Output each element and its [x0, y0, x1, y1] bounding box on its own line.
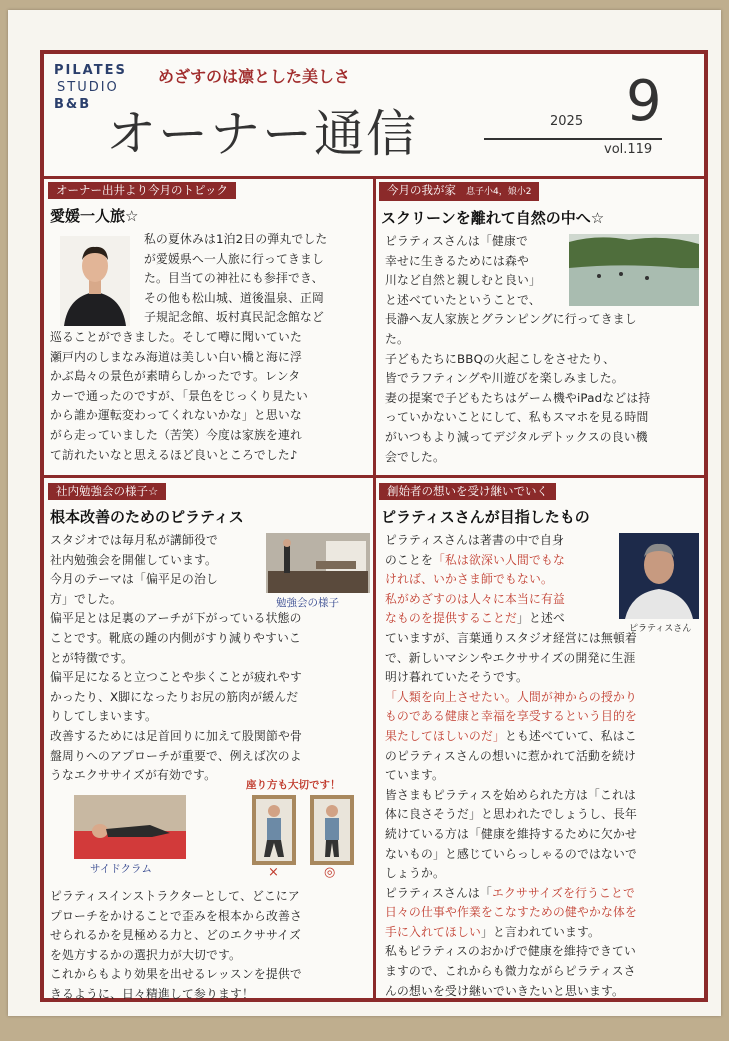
text-line	[385, 551, 701, 571]
section-heading: 根本改善のためのピラティス	[50, 508, 244, 526]
page-title: オーナー通信	[106, 105, 418, 163]
issue-year: 2025	[550, 114, 584, 129]
section-label: オーナー出井より今月のトピック	[48, 182, 236, 199]
text-line: 明け暮れていたそうです。	[385, 670, 529, 685]
text-line: これからもより効果を出せるレッスンを提供で	[50, 967, 302, 982]
issue-month: 9	[626, 69, 662, 134]
text-line: きるように、日々精進して参ります！	[50, 986, 254, 1001]
quote-line: ものである健康と幸福を享受するという目的を	[385, 709, 637, 724]
section-label: 社内勉強会の様子☆	[48, 483, 166, 500]
quote-line: ければ、いかさま師でもない。	[385, 572, 553, 587]
text-span: ピラティスさんは「	[385, 885, 493, 900]
section-label	[379, 182, 539, 201]
text-line: 皆でラフティングや川遊びを楽しみました。	[385, 371, 624, 386]
text-line: がいつもより減ってデジタルデトックスの良い機	[385, 429, 648, 444]
text-line: 私の夏休みは1泊2日の弾丸でした	[144, 232, 328, 246]
quote-span: 果たしてほしいのだ」	[385, 728, 505, 743]
brand-line1: PILATES	[54, 63, 127, 78]
text-line: 偏平足とは足裏のアーチが下がっている状態の	[50, 611, 302, 626]
text-line: ていますが、言葉通りスタジオ経営には無頓着	[385, 630, 637, 645]
text-line: た。	[385, 331, 409, 346]
text-line: せられるかを見極める力と、どのエクササイズ	[50, 928, 301, 943]
text-line: 長瀞へ友人家族とグランピングに行ってきまし	[385, 312, 637, 327]
text-line: 会でした。	[385, 449, 445, 464]
text-line: 子どもたちにBBQの火起こしをさせたり、	[385, 351, 616, 366]
text-line: 方」でした。	[50, 591, 122, 606]
text-line: かったり、X脚になったりお尻の筋肉が緩んだ	[50, 689, 299, 704]
side-clam-photo	[74, 795, 186, 859]
good-mark: ◎	[324, 865, 336, 880]
section-heading: ピラティスさんが目指したもの	[381, 508, 590, 526]
text-line: りしてしまいます。	[50, 709, 158, 724]
text-line: がら走っていました（苦笑）今度は家族を連れ	[50, 427, 302, 442]
label-text: 今月の我が家	[387, 183, 456, 197]
text-line: 妻の提案で子どもたちはゲーム機やiPadなどは持	[385, 390, 651, 405]
text-line: 私もピラティスのおかげで健康を維持できてい	[385, 944, 636, 959]
text-line: 皆さまもピラティスを始められた方は「これは	[385, 787, 636, 802]
section-owner-topic	[48, 179, 368, 520]
text-line	[385, 884, 701, 904]
text-line: 盤周りへのアプローチが重要で、例えば次のよ	[50, 748, 302, 763]
text-span: のことを	[385, 552, 433, 567]
text-line: ますので、これからも微力ながらピラティスさ	[385, 964, 636, 979]
text-line: 瀬戸内のしまなみ海道は美しい白い橋と海に浮	[50, 349, 302, 364]
text-line: ないもの」と感じていらっしゃるのではないで	[385, 846, 637, 861]
title-rule	[484, 138, 662, 140]
text-line: カーで通ったのですが、「景色をじっくり見たい	[50, 388, 309, 403]
section-heading: 愛媛一人旅☆	[50, 207, 139, 225]
text-line: ピラティスさんは著書の中で自身	[385, 533, 565, 547]
quote-line: 「人類を向上させたい。人間が神からの授かり	[385, 689, 637, 704]
newsletter-frame	[40, 50, 708, 1002]
exercise-caption: サイドクラム	[90, 863, 152, 875]
text-line: その他も松山城、道後温泉、正岡	[144, 290, 324, 305]
text-span: 」と述べ	[516, 611, 565, 626]
text-line: とが特徴です。	[50, 650, 134, 665]
owner-portrait	[60, 236, 130, 326]
text-line: ピラティスさんは「健康で	[385, 234, 529, 248]
text-line: 偏平足になると立つことや歩くことが疲れやす	[50, 670, 302, 685]
text-line: て訪れたいなと思えるほど良いところでした♪	[50, 447, 298, 462]
section-heading: スクリーンを離れて自然の中へ☆	[381, 209, 605, 227]
sitting-note: 座り方も大切です！	[246, 779, 341, 791]
text-line: スタジオでは毎月私が講師役で	[50, 533, 218, 547]
text-line: 体に良さそうだ」と思われたでしょうし、長年	[385, 807, 637, 822]
text-line: のピラティスさんの想いに惹かれて活動を続け	[385, 748, 636, 763]
text-span: とも述べていて、私はこ	[504, 728, 637, 743]
quote-line: 日々の仕事や作業をこなすための健やかな体を	[385, 905, 637, 920]
text-line: 今月のテーマは「偏平足の治し	[50, 572, 218, 587]
text-line	[385, 727, 701, 747]
text-line: 川など自然と親しむと良い」	[385, 273, 541, 288]
quote-span: 手に入れてほしい	[385, 924, 481, 939]
issue-volume: vol.119	[604, 142, 653, 157]
text-line	[385, 923, 701, 943]
text-line: うなエクササイズが有効です。	[50, 768, 217, 783]
text-line: ピラティスインストラクターとして、どこにア	[50, 889, 300, 903]
text-line: から誰か運転変わってくれないかな」と思いな	[50, 408, 302, 423]
text-line: っていかないことにして、私もスマホを見る時間	[385, 410, 649, 425]
section-study-session	[48, 480, 370, 1041]
brand-line2: STUDIO	[57, 80, 119, 95]
text-line: ことです。靴底の踵の内側がすり減りやすいこ	[50, 630, 301, 645]
label-note: 息子小4，娘小2	[466, 187, 532, 197]
text-line: 巡ることができました。そして噂に聞いていた	[50, 330, 302, 344]
text-line: しょうか。	[385, 866, 445, 881]
text-line: 続けている方は「健康を維持するために欠かせ	[385, 826, 637, 841]
section-family	[379, 179, 701, 522]
text-line: 改善するためには足首回りに加えて股関節や骨	[50, 728, 302, 743]
text-line: 社内勉強会を開催しています。	[50, 552, 218, 567]
column-divider	[373, 176, 376, 1002]
text-line: と述べていたということで、	[385, 292, 541, 307]
text-line: で、新しいマシンやエクササイズの開発に生涯	[385, 650, 636, 665]
text-line: た。目当ての神社にも参拝でき、	[144, 271, 324, 286]
text-line: を処方するかの選択力が大切です。	[50, 947, 242, 962]
text-line: 子規記念館、坂村真民記念館など	[144, 310, 324, 325]
bad-posture-photo	[252, 795, 296, 865]
masthead	[44, 54, 704, 179]
bad-mark: ×	[268, 865, 279, 880]
photo-caption: ピラティスさん	[629, 624, 692, 634]
brand-line3: B&B	[54, 97, 92, 112]
quote-span: なものを提供することだ	[385, 611, 517, 626]
text-line: かぶ島々の景色が素晴らしかったです。レンタ	[50, 369, 301, 384]
quote-line: 私がめざすのは人々に本当に有益	[385, 591, 565, 606]
text-line: 幸せに生きるためには森や	[385, 253, 529, 268]
quote-span: エクササイズを行うことで	[492, 885, 636, 900]
text-line: んの想いを受け継いでいきたいと思います。	[385, 983, 624, 998]
text-line: ています。	[385, 768, 445, 783]
text-span: 」と言われています。	[480, 924, 601, 939]
section-pilates-legacy	[379, 480, 701, 1041]
text-line	[385, 609, 701, 629]
photo-caption: 勉強会の様子	[276, 597, 339, 609]
quote-span: 「私は欲深い人間でもな	[433, 552, 565, 567]
section-label: 創始者の想いを受け継いでいく	[379, 483, 556, 500]
text-line: が愛媛県へ一人旅に行ってきまし	[144, 251, 324, 266]
tagline: めざすのは凛とした美しさ	[158, 67, 351, 86]
good-posture-photo	[310, 795, 354, 865]
text-line: プローチをかけることで歪みを根本から改善さ	[50, 908, 302, 923]
